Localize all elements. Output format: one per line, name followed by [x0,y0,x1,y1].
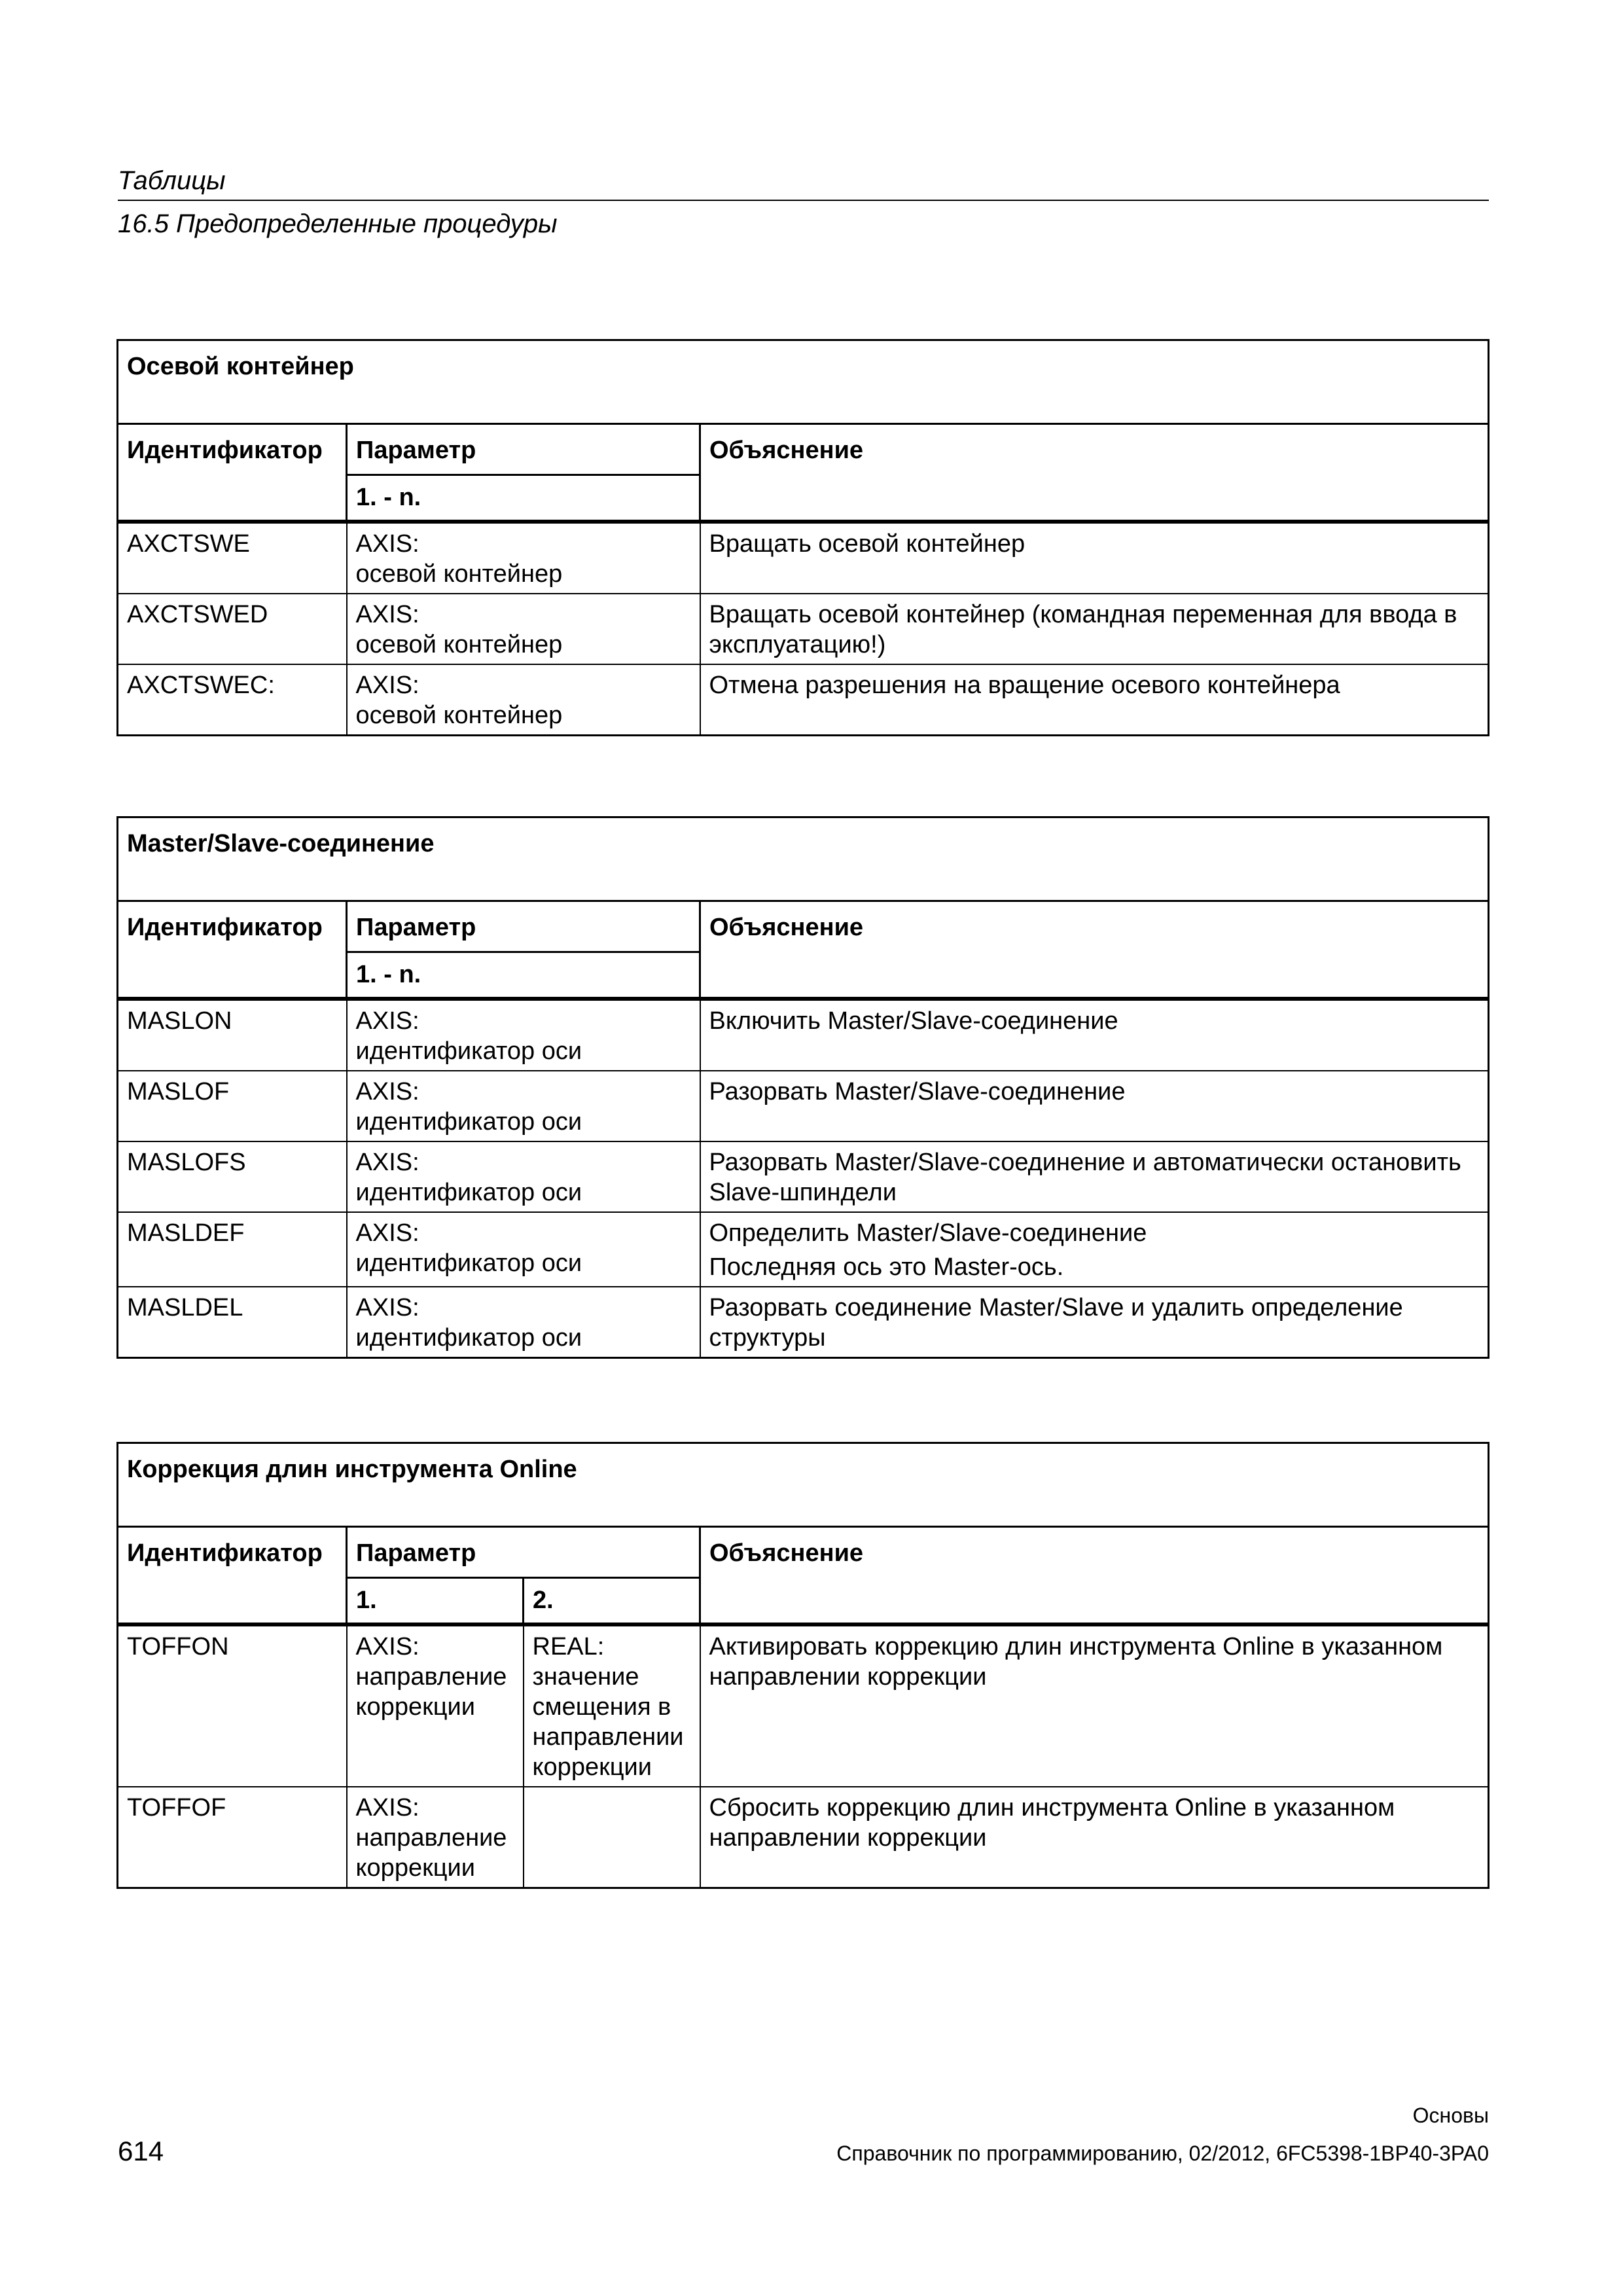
explanation-text: Определить Master/Slave-соединение [709,1219,1147,1247]
procedure-identifier: TOFFOF [118,1787,347,1888]
parameter-cell [347,1287,700,1358]
explanation-cell [700,664,1489,736]
chapter-title: Таблицы [118,166,226,195]
parameter-line: AXIS: [355,1294,419,1321]
procedure-identifier: AXCTSWE [118,522,347,594]
explanation-cell [700,999,1489,1071]
procedure-identifier: TOFFON [118,1624,347,1787]
parameter-cell [347,1624,524,1787]
explanation-text: Разорвать соединение Master/Slave и удалить определение структуры [709,1294,1403,1352]
explanation-text: Последняя ось это Master-ось. [709,1253,1064,1281]
column-header-parameter: Параметр [347,901,700,952]
parameter-line: AXIS: [355,1219,419,1247]
explanation-cell [700,1624,1489,1787]
explanation-text: Сбросить коррекцию длин инструмента Online в указанном направлении коррекции [709,1794,1395,1852]
procedure-table [116,339,1489,736]
column-header-parameter: Параметр [347,424,700,475]
explanation-cell [700,1071,1489,1141]
explanation-text: Активировать коррекцию длин инструмента Online в указанном направлении коррекции [709,1633,1443,1691]
explanation-text: Вращать осевой контейнер [709,530,1026,558]
parameter-cell [347,999,700,1071]
page-number: 614 [118,2136,164,2166]
column-header-identifier: Идентификатор [118,901,347,999]
parameter-line: идентификатор оси [355,1037,582,1065]
parameter-line: значение [532,1663,639,1691]
table-title-row [118,1443,1489,1527]
table-title: Коррекция длин инструмента Online [118,1443,1489,1527]
parameter-line: REAL: [532,1633,605,1660]
footer-book: Основы [1412,2104,1489,2127]
table-row [118,999,1489,1071]
parameter-subheader: 2. [524,1578,700,1625]
parameter-cell [347,594,700,664]
parameter-line: направлении [532,1723,684,1751]
parameter-cell [347,1071,700,1141]
parameter-line: идентификатор оси [355,1108,582,1136]
table-row [118,522,1489,594]
table-row [118,1141,1489,1212]
parameter-subheader: 1. [347,1578,524,1625]
parameter-line: идентификатор оси [355,1179,582,1206]
table-row [118,594,1489,664]
procedure-identifier: AXCTSWED [118,594,347,664]
procedure-identifier: AXCTSWEC: [118,664,347,736]
column-header-parameter: Параметр [347,1527,700,1578]
parameter-cell [347,1787,524,1888]
column-header-explanation: Объяснение [700,424,1489,522]
explanation-text: Разорвать Master/Slave-соединение и автоматически остановить Slave-шпиндели [709,1149,1461,1206]
parameter-cell [347,1141,700,1212]
procedure-identifier: MASLON [118,999,347,1071]
parameter-subheader: 1. - n. [347,952,700,999]
table-title: Master/Slave-соединение [118,817,1489,901]
procedure-identifier: MASLOF [118,1071,347,1141]
procedure-table [116,816,1489,1359]
explanation-text: Отмена разрешения на вращение осевого контейнера [709,672,1340,699]
parameter-line: осевой контейнер [355,560,563,588]
table-row [118,1624,1489,1787]
procedure-table [116,1442,1489,1889]
explanation-cell [700,1212,1489,1287]
parameter-line: коррекции [355,1854,475,1882]
explanation-cell [700,522,1489,594]
column-header-identifier: Идентификатор [118,1527,347,1625]
parameter-line: AXIS: [355,601,419,628]
explanation-text: Включить Master/Slave-соединение [709,1007,1118,1035]
parameter-line: идентификатор оси [355,1249,582,1277]
parameter-line: AXIS: [355,1149,419,1176]
table-title-row [118,817,1489,901]
parameter-line: осевой контейнер [355,631,563,658]
table-row [118,1071,1489,1141]
column-header-explanation: Объяснение [700,901,1489,999]
parameter-subheader: 1. - n. [347,475,700,522]
explanation-text: Разорвать Master/Slave-соединение [709,1078,1126,1105]
parameter-line: осевой контейнер [355,702,563,729]
table-header-row [118,901,1489,952]
procedure-identifier: MASLDEL [118,1287,347,1358]
section-title: 16.5 Предопределенные процедуры [118,209,558,238]
table-row [118,1212,1489,1287]
parameter-line: AXIS: [355,1794,419,1821]
parameter-line: коррекции [532,1753,652,1781]
parameter-cell [347,664,700,736]
explanation-cell [700,1141,1489,1212]
footer-publication: Справочник по программированию, 02/2012, 6FC5398-1BP40-3PA0 [836,2142,1489,2165]
table-header-row [118,1527,1489,1578]
parameter-line: направление [355,1824,507,1852]
procedure-identifier: MASLDEF [118,1212,347,1287]
parameter-line: коррекции [355,1693,475,1721]
parameter-line: AXIS: [355,1633,419,1660]
table-row [118,664,1489,736]
procedure-identifier: MASLOFS [118,1141,347,1212]
explanation-cell [700,594,1489,664]
explanation-cell [700,1287,1489,1358]
explanation-text: Вращать осевой контейнер (командная переменная для ввода в эксплуатацию!) [709,601,1457,658]
table-row [118,1287,1489,1358]
parameter-line: идентификатор оси [355,1324,582,1352]
parameter-cell [347,1212,700,1287]
column-header-explanation: Объяснение [700,1527,1489,1625]
header-divider [118,200,1489,201]
column-header-identifier: Идентификатор [118,424,347,522]
table-header-row [118,424,1489,475]
table-row [118,1787,1489,1888]
parameter-line: AXIS: [355,530,419,558]
parameter-line: AXIS: [355,1078,419,1105]
parameter-line: смещения в [532,1693,671,1721]
parameter-cell [347,522,700,594]
table-title-row [118,340,1489,424]
explanation-cell [700,1787,1489,1888]
parameter-line: AXIS: [355,1007,419,1035]
table-title: Осевой контейнер [118,340,1489,424]
parameter-cell [524,1624,700,1787]
parameter-line: AXIS: [355,672,419,699]
parameter-line: направление [355,1663,507,1691]
parameter-cell [524,1787,700,1888]
